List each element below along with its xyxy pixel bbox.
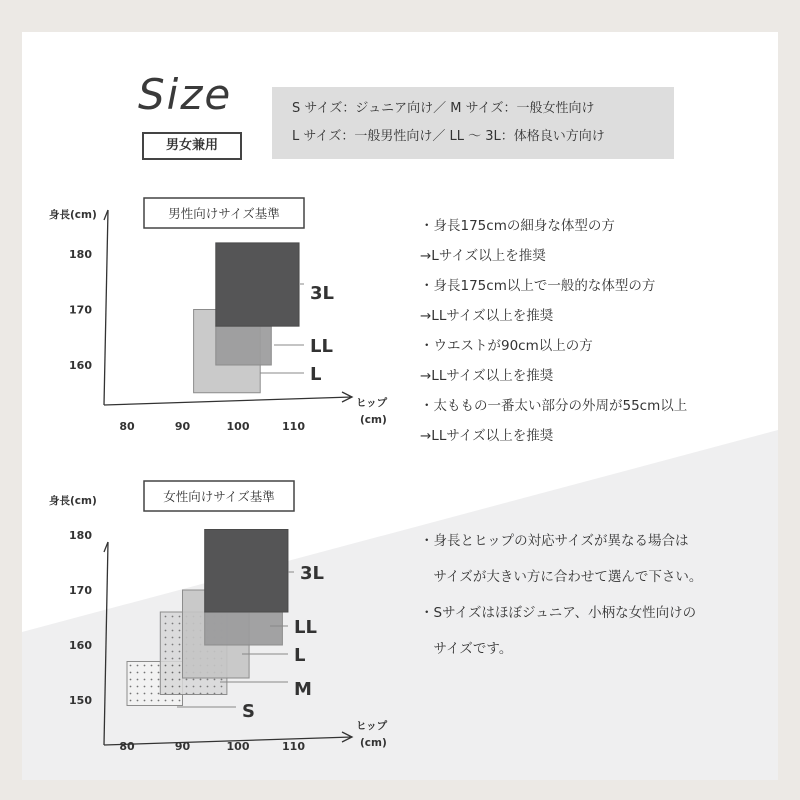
- men-chart-x-tick-label: 90: [174, 420, 191, 433]
- men-note-line: ・太ももの一番太い部分の外周が55cm以上: [420, 398, 688, 414]
- women-chart-size-3l-label: 3L: [300, 563, 324, 584]
- size-title: Size: [138, 70, 233, 119]
- men-chart-y-tick-label: 180: [69, 248, 92, 261]
- women-note-line: ・Sサイズはほぼジュニア、小柄な女性向けの: [420, 605, 697, 621]
- women-chart-y-axis-label: 身長(cm): [49, 495, 97, 507]
- men-chart-x-tick-label: 110: [282, 420, 305, 433]
- men-chart-x-axis-unit: (cm): [360, 414, 387, 426]
- women-chart-y-tick-label: 170: [69, 584, 92, 597]
- men-note-line: →LLサイズ以上を推奨: [420, 308, 554, 324]
- men-chart-title: 男性向けサイズ基準: [168, 206, 280, 221]
- women-chart-size-l-label: L: [294, 645, 306, 666]
- men-chart-x-tick-label: 100: [226, 420, 250, 433]
- men-chart-size-3l-area: [216, 243, 299, 326]
- women-note-line: ・身長とヒップの対応サイズが異なる場合は: [420, 533, 689, 549]
- women-chart-x-axis-label: ヒップ: [356, 720, 388, 732]
- men-note-line: →LLサイズ以上を推奨: [420, 368, 554, 384]
- men-chart-x-axis-label: ヒップ: [356, 397, 388, 409]
- women-chart-x-tick-label: 110: [282, 740, 305, 753]
- men-note-line: ・身長175cmの細身な体型の方: [420, 218, 615, 234]
- women-chart-size-ll-label: LL: [294, 617, 317, 638]
- men-chart-y-tick-label: 160: [69, 359, 92, 372]
- men-chart-x-axis: [104, 397, 352, 405]
- men-note-line: →LLサイズ以上を推奨: [420, 428, 554, 444]
- women-chart-size-s-label: S: [242, 701, 255, 722]
- women-chart-x-tick-label: 80: [119, 740, 135, 753]
- men-chart-x-tick-label: 80: [119, 420, 135, 433]
- size-description-line-1: S サイズ：ジュニア向け／ M サイズ：一般女性向け: [292, 101, 595, 116]
- women-chart-title: 女性向けサイズ基準: [163, 489, 275, 504]
- women-note-line: サイズです。: [420, 641, 513, 657]
- men-chart-y-axis: [104, 210, 108, 405]
- men-chart-size-ll-label: LL: [310, 336, 333, 357]
- men-note-line: ・ウエストが90cm以上の方: [420, 338, 593, 354]
- size-description-line-2: L サイズ：一般男性向け／ LL ～ 3L：体格良い方向け: [292, 129, 605, 144]
- men-chart-size-l-label: L: [310, 364, 322, 385]
- women-chart-x-axis-unit: (cm): [360, 737, 387, 749]
- men-note-line: →Lサイズ以上を推奨: [420, 248, 546, 264]
- women-chart-size-ll-area: [205, 612, 283, 645]
- women-chart-y-tick-label: 160: [69, 639, 92, 652]
- men-notes: [420, 214, 760, 454]
- size-description-box: [272, 87, 674, 159]
- men-chart-size-3l-label: 3L: [310, 283, 334, 304]
- men-chart-y-axis-label: 身長(cm): [49, 209, 97, 221]
- women-chart-x-tick-label: 100: [226, 740, 250, 753]
- men-note-line: ・身長175cm以上で一般的な体型の方: [420, 278, 656, 294]
- unisex-badge: 男女兼用: [142, 132, 242, 160]
- women-note-line: サイズが大きい方に合わせて選んで下さい。: [420, 569, 703, 585]
- women-notes: [420, 529, 760, 657]
- women-chart-size-3l-area: [205, 530, 288, 613]
- women-chart-y-tick-label: 180: [69, 529, 92, 542]
- women-chart-size-m-label: M: [294, 679, 312, 700]
- size-guide-card: [22, 32, 778, 780]
- men-chart-size-ll-area: [216, 326, 271, 365]
- women-chart-y-tick-label: 150: [69, 694, 92, 707]
- women-chart-x-tick-label: 90: [174, 740, 191, 753]
- men-chart-y-tick-label: 170: [69, 303, 92, 317]
